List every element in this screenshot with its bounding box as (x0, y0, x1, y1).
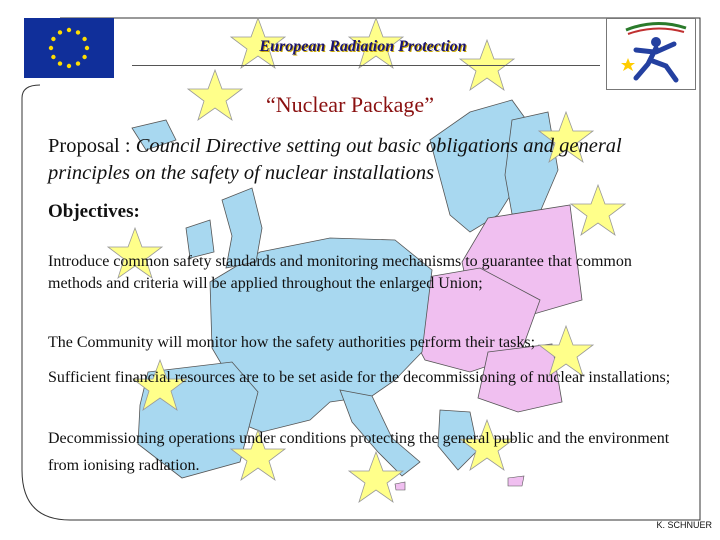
proposal-body: Council Directive setting out basic obligations and general principles on the safety of nuclear installations (48, 135, 622, 184)
eu-flag-logo (24, 18, 114, 78)
objectives-heading: Objectives: (48, 201, 140, 222)
radiation-protection-logo (606, 18, 696, 90)
proposal-lead: Proposal : (48, 135, 131, 157)
objective-paragraph: Decommissioning operations under conditions protecting the general public and the environment from ionising radiation. (48, 430, 670, 474)
objective-paragraph: Introduce common safety standards and monitoring mechanisms to guarantee that common methods and criteria will be applied throughout the enlarged Union; (48, 253, 632, 292)
objective-paragraph: The Community will monitor how the safety authorities perform their tasks; (48, 334, 536, 351)
author-footer: K. SCHNUER (656, 520, 712, 530)
header-divider (132, 65, 600, 66)
proposal-text (48, 133, 688, 187)
slide-title: “Nuclear Package” (266, 92, 434, 117)
objective-paragraph: Sufficient financial resources are to be set aside for the decommissioning of nuclear installations; (48, 369, 671, 386)
header-title: European Radiation Protection (259, 38, 467, 55)
ring-star (571, 185, 625, 235)
